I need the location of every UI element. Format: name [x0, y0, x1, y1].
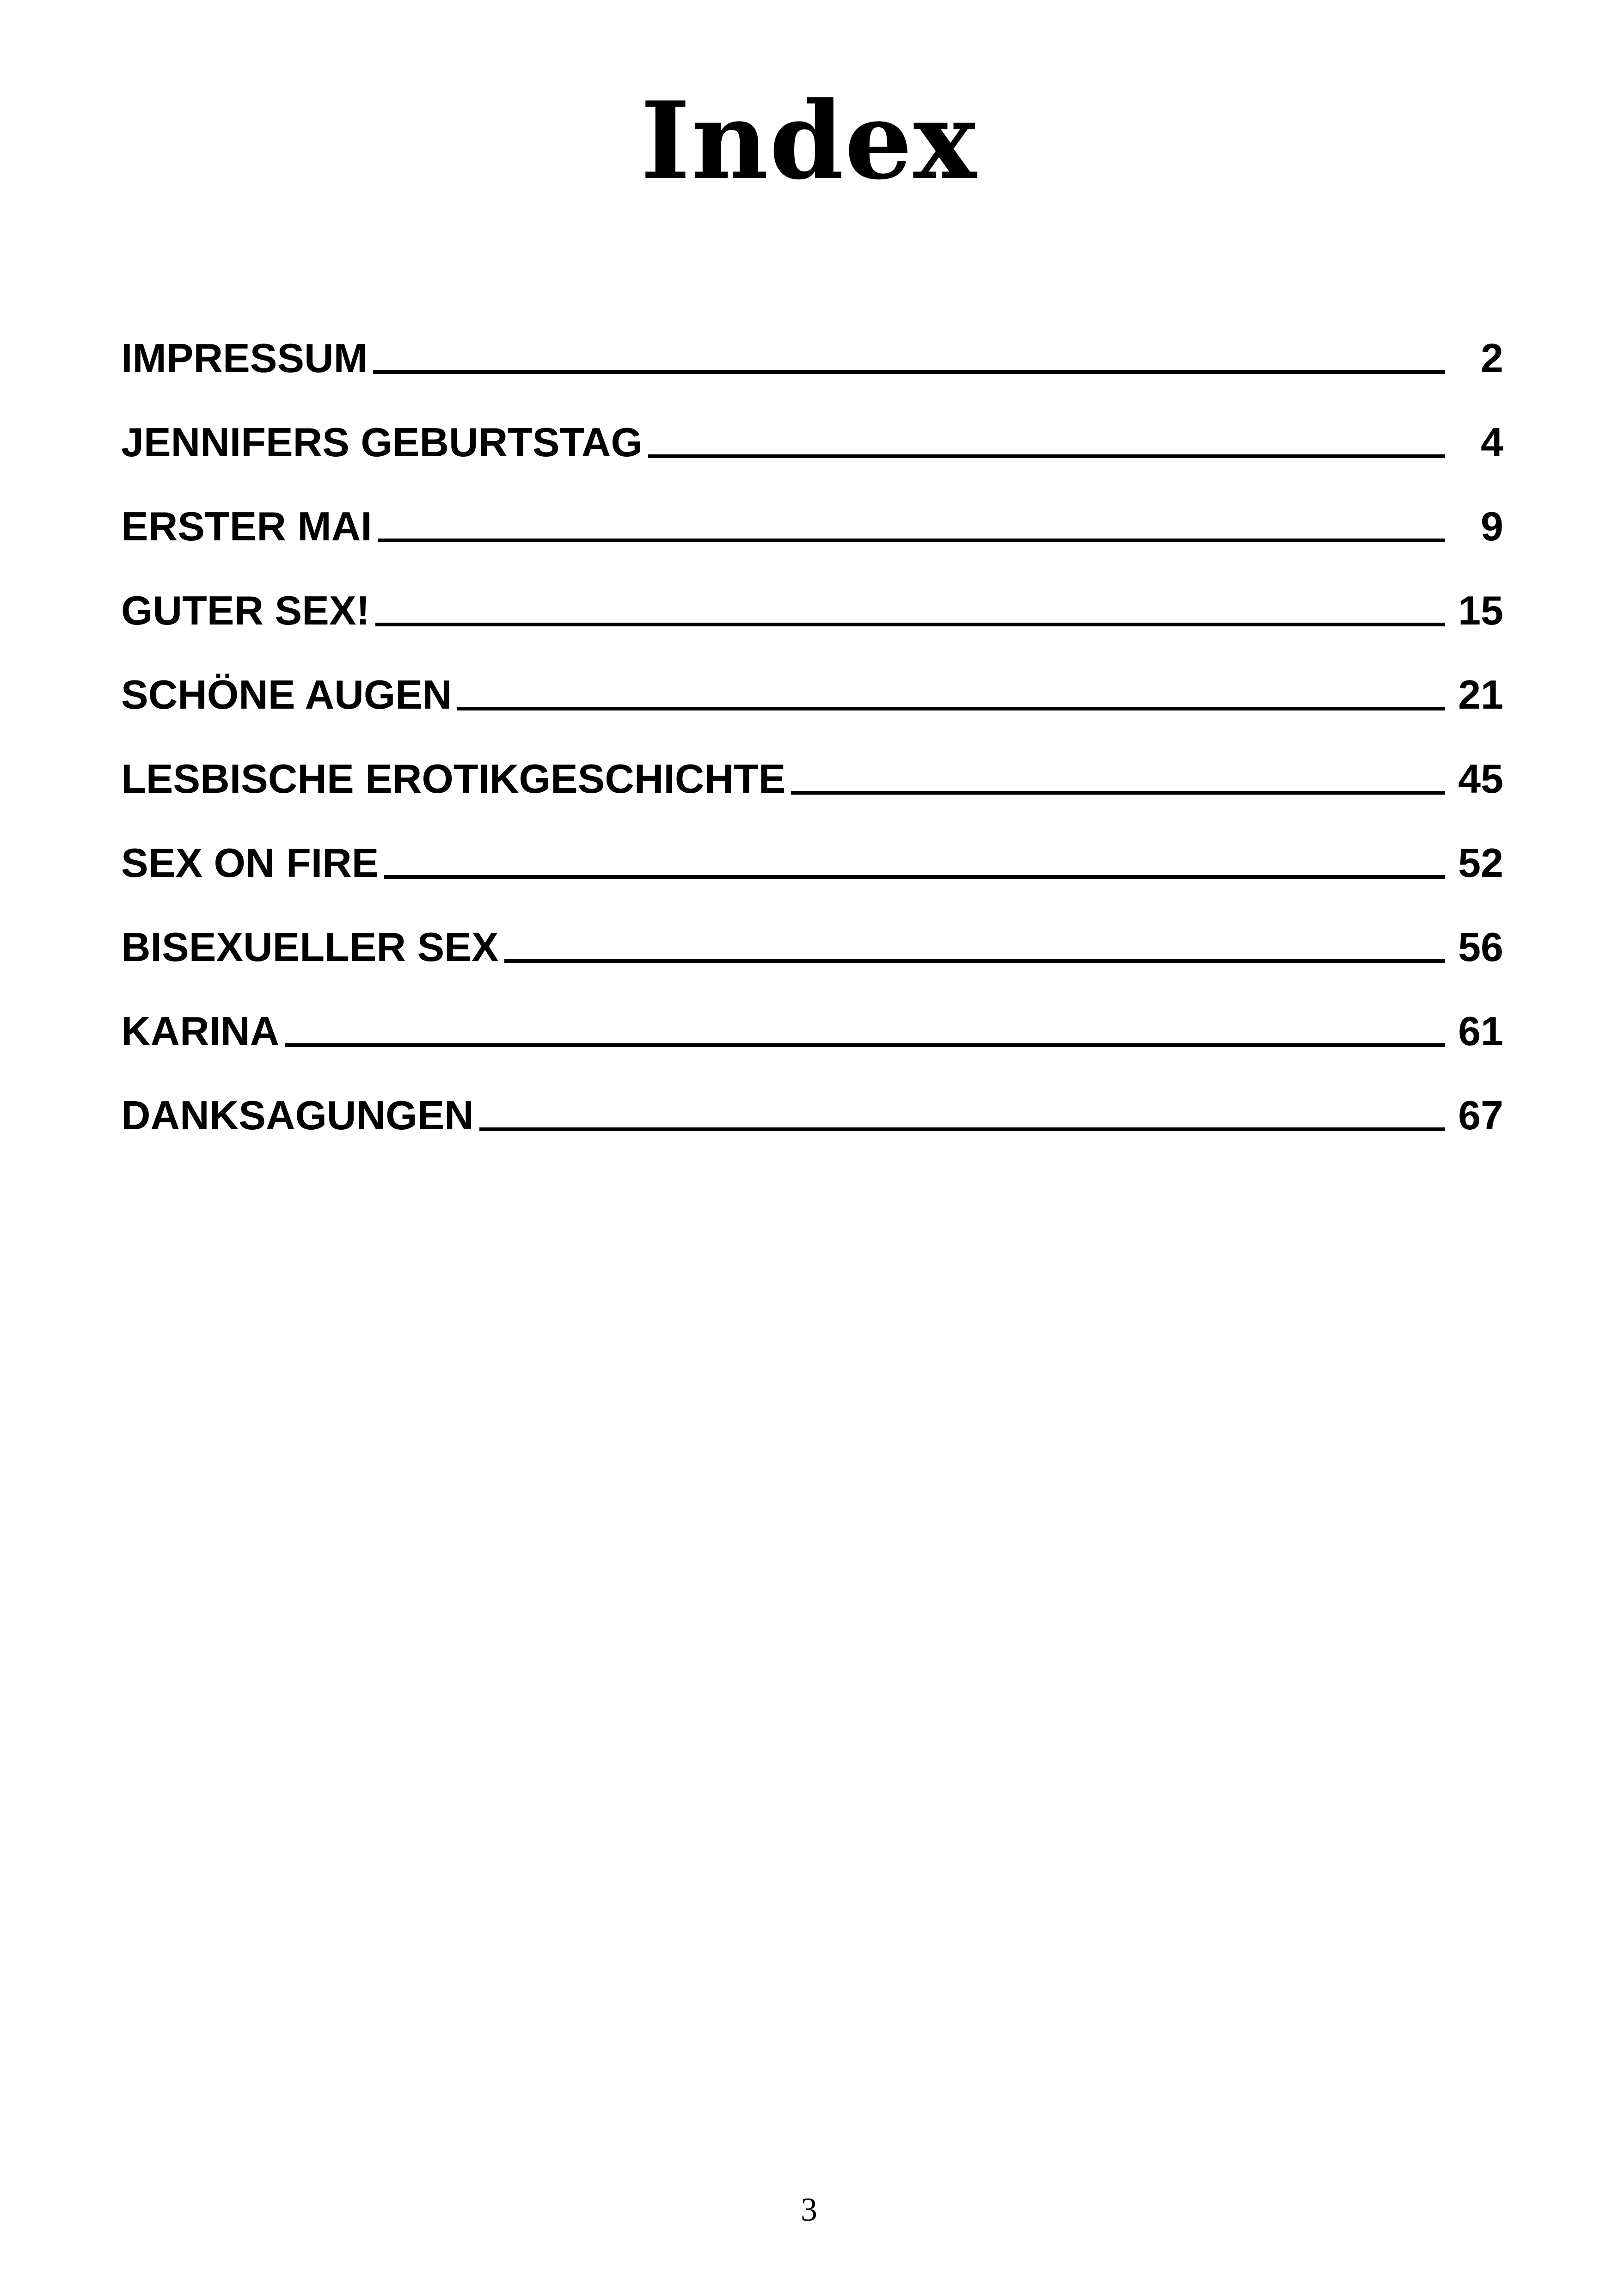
toc-entry-page: 56 — [1458, 924, 1503, 970]
toc-entry-title: LESBISCHE EROTIKGESCHICHTE — [121, 756, 786, 802]
page-number: 3 — [801, 2191, 817, 2228]
toc-entry-title: DANKSAGUNGEN — [121, 1092, 474, 1138]
toc-leader-line — [791, 791, 1445, 795]
toc-entry[interactable] — [121, 465, 1503, 550]
toc-entry-title: BISEXUELLER SEX — [121, 924, 499, 970]
toc-entry[interactable] — [121, 886, 1503, 970]
toc-entry[interactable] — [121, 381, 1503, 465]
toc-leader-line — [479, 1127, 1445, 1131]
toc-leader-line — [375, 623, 1445, 626]
toc-entry-title: ERSTER MAI — [121, 503, 372, 549]
toc-entry[interactable] — [121, 331, 1503, 381]
toc-entry-page: 9 — [1481, 503, 1503, 549]
page-title: Index — [640, 79, 978, 203]
toc-entry-page: 21 — [1458, 672, 1503, 717]
toc-entry[interactable] — [121, 718, 1503, 802]
toc-entry-page: 15 — [1458, 588, 1503, 633]
toc-entry-title: KARINA — [121, 1008, 280, 1054]
toc-entry[interactable] — [121, 550, 1503, 634]
toc-entry[interactable] — [121, 802, 1503, 886]
toc-leader-line — [648, 454, 1445, 458]
toc-entry-title: IMPRESSUM — [121, 335, 368, 381]
toc-leader-line — [504, 959, 1445, 963]
toc-entry-page: 52 — [1458, 840, 1503, 886]
toc-entry-page: 2 — [1481, 335, 1503, 381]
toc-entry-title: SCHÖNE AUGEN — [121, 672, 452, 717]
toc-entry[interactable] — [121, 1054, 1503, 1139]
toc-entry[interactable] — [121, 634, 1503, 718]
toc-leader-line — [285, 1043, 1445, 1047]
toc-entry-page: 61 — [1458, 1008, 1503, 1054]
toc-entry-title: SEX ON FIRE — [121, 840, 379, 886]
toc-entry-title: GUTER SEX! — [121, 588, 370, 633]
toc-leader-line — [378, 539, 1445, 542]
toc-entry-title: JENNIFERS GEBURTSTAG — [121, 419, 643, 465]
toc-entry-page: 4 — [1481, 419, 1503, 465]
toc-entry-page: 67 — [1458, 1092, 1503, 1138]
toc-entry-page: 45 — [1458, 756, 1503, 802]
table-of-contents — [121, 331, 1503, 1139]
toc-leader-line — [373, 370, 1445, 374]
toc-entry[interactable] — [121, 970, 1503, 1054]
toc-leader-line — [384, 875, 1445, 879]
toc-leader-line — [457, 707, 1445, 710]
